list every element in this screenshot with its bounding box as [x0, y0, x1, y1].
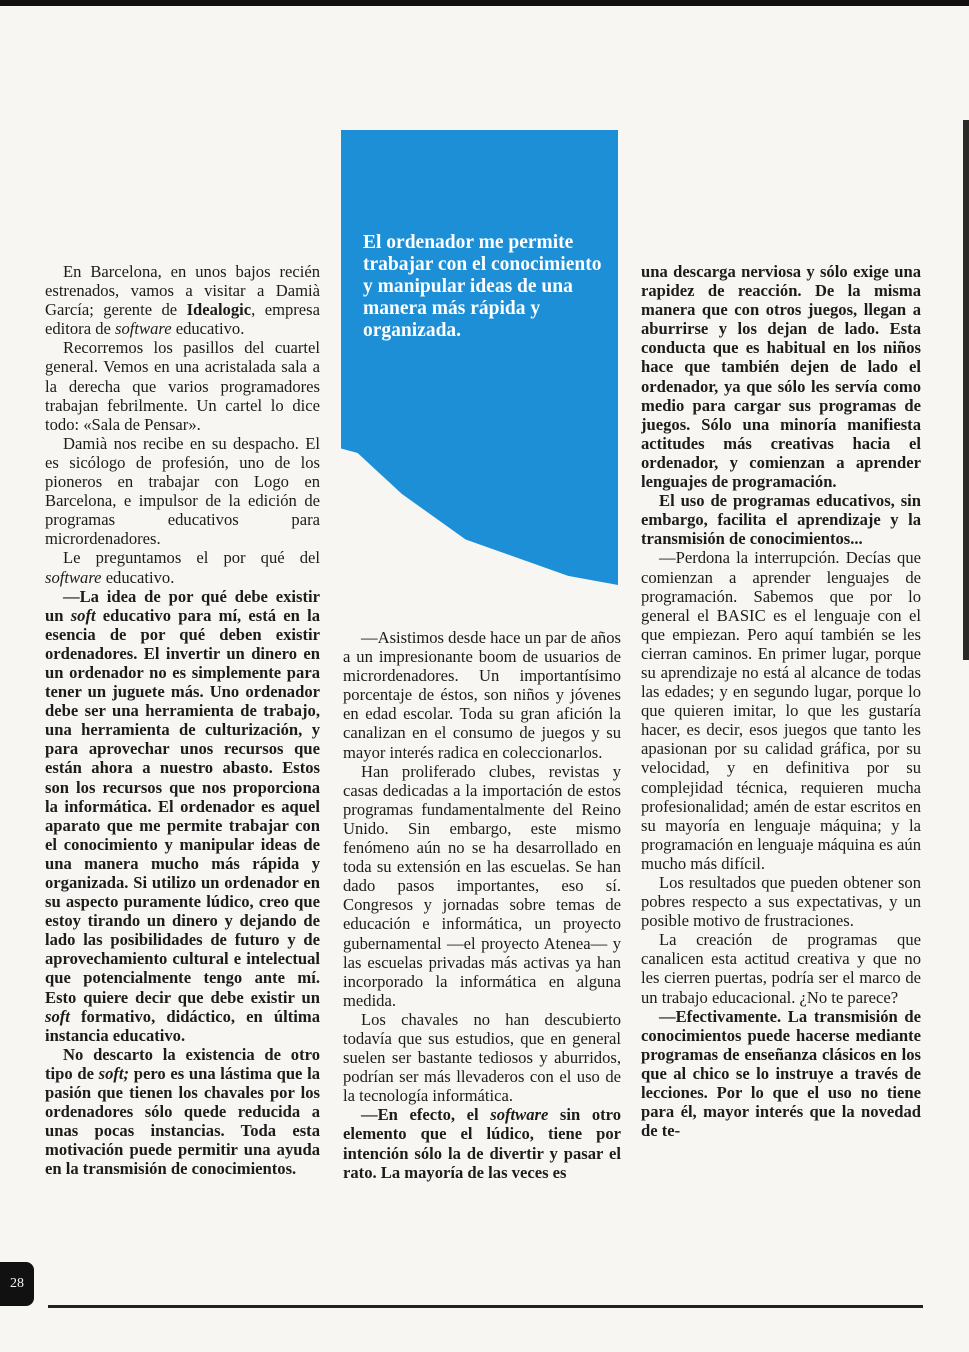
bottom-rule	[48, 1305, 923, 1308]
paragraph-answer: —La idea de por qué debe existir un soft educativo para mí, está en la esencia de por qué deben existir ordenadores. El invertir un dinero en un ordenador no es simplemente para tener un juguete más. Uno ordenador debe ser una herramienta de trabajo, una herramienta de culturización, y para aprovechar unos recursos que están ahora a nuestro abasto. Estos son los recursos que nos proporciona la informática. El ordenador es aquel aparato que me permite trabajar con el conocimiento y manipular ideas de una manera mucho más rápida y organizada. Si utilizo un ordenador en su aspecto puramente lúdico, creo que estoy tirando un dinero y dejando de lado las posibilidades de futuro y de aprovechamiento cultural e intelectual que potencialmente tengo ante mí. Esto quiere decir que debe existir un soft formativo, didáctico, en última instancia educativo.	[45, 586, 321, 1045]
paragraph: Han proliferado clubes, revistas y casas dedicadas a la importación de estos programas fundamentalmente del Reino Unido. Sin embargo, este mismo fenómeno aún no se ha desarrollado en toda su extensión en las escuelas. Se han dado pasos importantes, eso sí. Congresos y jornadas sobre temas de educación e informática, un proyecto gubernamental —el proyecto Atenea— y las escuelas privadas más activas ya han incorporado la informática en alguna medida.	[343, 761, 621, 1010]
paragraph-answer: una descarga nerviosa y sólo exige una rapidez de reacción. De la misma manera que con otros juegos, llegan a aburrirse y los dejan de lado. Esta conducta que es habitual en los niños hace que también dejen de lado el ordenador, ya que sólo les servía como medio para cargar sus programas de juegos. Sólo una minoría manifiesta actitudes más creativas hacia el ordenador, y comienzan a aprender lenguajes de programación.	[641, 262, 921, 492]
paragraph: Los resultados que pueden obtener son pobres respecto a sus expectativas, y un posible motivo de frustraciones.	[641, 873, 921, 931]
paragraph-answer: —En efecto, el software sin otro elemento que el lúdico, tiene por intención sólo la de divertir y pasar el rato. La mayoría de las veces es	[343, 1105, 622, 1182]
page-edge-shadow	[963, 120, 969, 660]
pullquote-text: El ordenador me permite trabajar con el conocimiento y manipular ideas de una manera más rápida y organizada.	[363, 232, 602, 341]
pullquote-box	[341, 130, 618, 585]
top-border	[0, 0, 969, 6]
page-number: 28	[0, 1262, 34, 1306]
paragraph: La creación de programas que canalicen esta actitud creativa y que no les cierren puertas, podría ser el marco de un trabajo educacional. ¿No te parece?	[641, 930, 921, 1007]
paragraph-answer: No descarto la existencia de otro tipo de soft; pero es una lástima que la pasión que tienen los chavales por los ordenadores sólo quede reducida a unas pocas instancias. Toda esta motivación puede permitir una ayuda en la transmisión de conocimientos.	[45, 1044, 320, 1179]
paragraph: Los chavales no han descubierto todavía que sus estudios, que en general suelen ser bastante tediosos y aburridos, podrían ser más llevaderos con el uso de la tecnología informática.	[343, 1009, 621, 1106]
article-column-1	[45, 262, 320, 1179]
article-column-2	[343, 628, 621, 1182]
paragraph: Le preguntamos el por qué del software educativo.	[45, 548, 320, 587]
paragraph: Recorremos los pasillos del cuartel general. Vemos en una acristalada sala a la derecha que varios programadores trabajan febrilmente. Un cartel lo dice todo: «Sala de Pensar».	[45, 338, 320, 434]
paragraph: En Barcelona, en unos bajos recién estrenados, vamos a visitar a Damià García; gerente de Idealogic, empresa editora de software educativo.	[45, 262, 320, 339]
paragraph: Damià nos recibe en su despacho. El es sicólogo de profesión, uno de los pioneros en trabajar con Logo en Barcelona, e impulsor de la edición de programas educativos para micrordenadores.	[45, 433, 320, 549]
paragraph-question: —Perdona la interrupción. Decías que comienzan a aprender lenguajes de programación. Sabemos que por lo general el BASIC es el lenguaje con el que empiezan. Pero aquí también se les cierran caminos. En primer lugar, porque su aprendizaje no está al alcance de todas las edades; y en segundo lugar, porque lo que quieren imitar, lo que les gustaría hacer, es decir, esos juegos que tanto les apasionan por su calidad gráfica, por su velocidad, y en definitiva por su complejidad técnica, requieren mucha profesionalidad; amén de estar escritos en su mayoría en lenguaje máquina; y la programación en lenguaje máquina es aún mucho más difícil.	[641, 548, 921, 873]
paragraph-answer: —Efectivamente. La transmisión de conocimientos puede hacerse mediante programas de enseñanza clásicos en los que al chico se lo instruye a través de lecciones. Por lo que el uso no tiene para él, mayor interés que la novedad de te-	[641, 1006, 921, 1141]
paragraph-answer: El uso de programas educativos, sin embargo, facilita el aprendizaje y la transmisión de conocimientos...	[641, 491, 921, 549]
paragraph-question: —Asistimos desde hace un par de años a un impresionante boom de usuarios de micrordenadores. Un importantísimo porcentaje de éstos, son niños y jóvenes en edad escolar. Toda su gran afición la canalizan en el consumo de juegos y su mayor interés radica en coleccionarlos.	[343, 628, 621, 762]
article-column-3	[641, 262, 921, 1288]
